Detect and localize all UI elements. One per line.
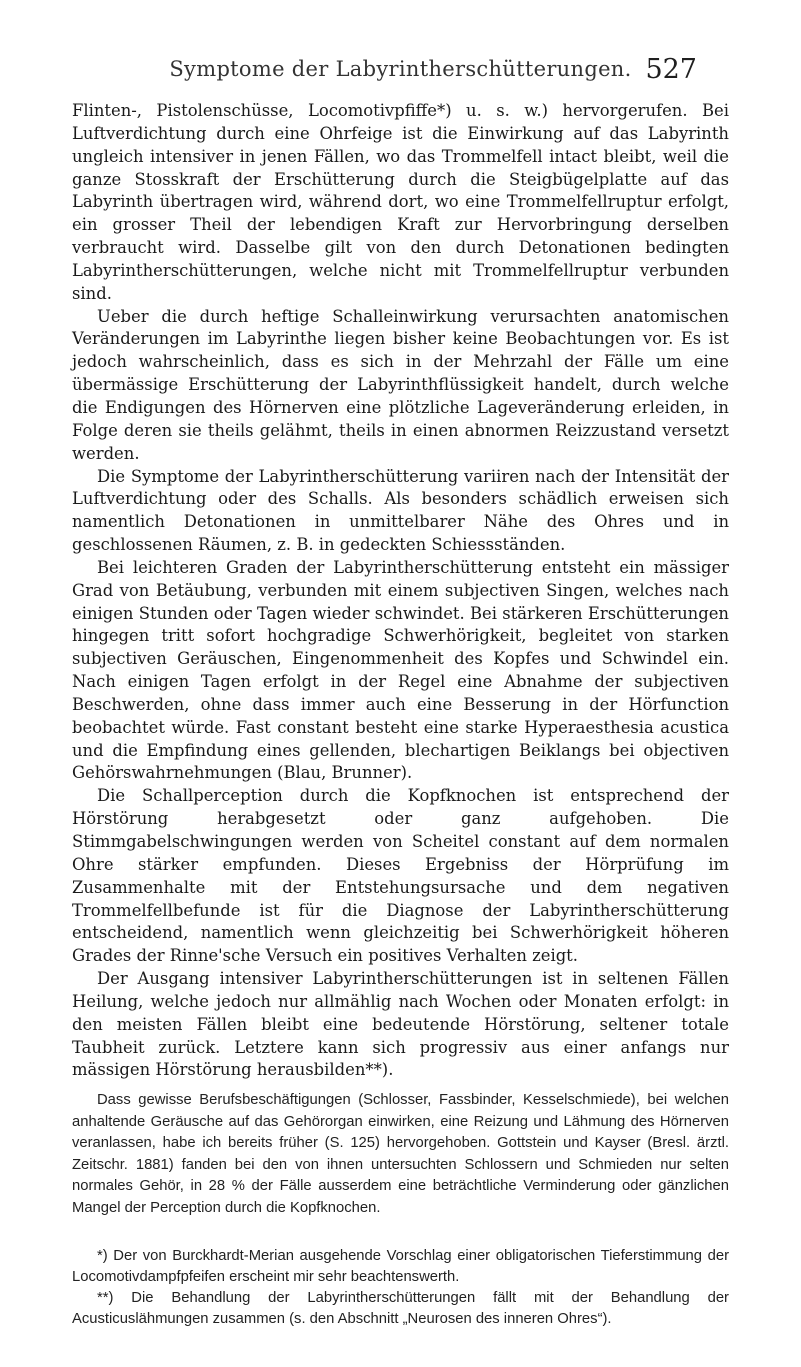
small-paragraph: Dass gewisse Berufsbeschäftigungen (Schlosser, Fassbinder, Kesselschmiede), bei welchen anhaltende Geräusche auf das Gehörorgan einwirken, eine Reizung und Lähmung des Hörnerven veranlassen, habe ich bereits früher (S. 125) hervorgehoben. Gottstein und Kayser (Bresl. ärztl. Zeitschr. 1881) fanden bei den von ihnen untersuchten Schlossern und Schmieden nur selten normales Gehör, in 28 % der Fälle ausserdem eine beträchtliche Verminderung oder gänzlichen Mangel der Perception durch die Kopfknochen. [72,1092,729,1216]
running-title: Symptome der Labyrintherschütterungen. [169,57,632,81]
footnotes [72,1246,729,1330]
paragraph: Die Schallperception durch die Kopfknochen ist entsprechend der Hörstörung herabgesetzt oder ganz aufgehoben. Die Stimmgabelschwingungen werden von Scheitel constant auf dem normalen Ohre stärker empfunden. Dieses Ergebniss der Hörprüfung im Zusammenhalte mit der Entstehungsursache und dem negativen Trommelfellbefunde ist für die Diagnose der Labyrintherschütterung entscheidend, namentlich wenn gleichzeitig bei Schwerhörigkeit höheren Grades der Rinne'sche Versuch ein positives Verhalten zeigt. [72,786,729,966]
footnote: **) Die Behandlung der Labyrintherschütterungen fällt mit der Behandlung der Acusticuslähmungen zusammen (s. den Abschnitt „Neurosen des inneren Ohres“). [72,1290,729,1327]
main-text [72,100,729,1082]
page-number: 527 [645,54,697,85]
paragraph: Ueber die durch heftige Schalleinwirkung verursachten anatomischen Veränderungen im Labyrinthe liegen bisher keine Beobachtungen vor. Es ist jedoch wahrscheinlich, dass es sich in der Mehrzahl der Fälle um eine übermässige Erschütterung der Labyrinthflüssigkeit handelt, durch welche die Endigungen des Hörnerven eine plötzliche Lageveränderung erleiden, in Folge deren sie theils gelähmt, theils in einen abnormen Reizzustand versetzt werden. [72,306,729,463]
paragraph: Die Symptome der Labyrintherschütterung variiren nach der Intensität der Luftverdichtung oder des Schalls. Als besonders schädlich erweisen sich namentlich Detonationen in unmittelbarer Nähe des Ohres und in geschlossenen Räumen, z. B. in gedeckten Schiessständen. [72,466,729,555]
small-print-note [72,1090,729,1219]
page-header [0,0,801,100]
paragraph: Bei leichteren Graden der Labyrintherschütterung entsteht ein mässiger Grad von Betäubung, verbunden mit einem subjectiven Singen, welches nach einigen Stunden oder Tagen wieder schwindet. Bei stärkeren Erschütterungen hingegen tritt sofort hochgradige Schwerhörigkeit, begleitet von starken subjectiven Geräuschen, Eingenommenheit des Kopfes und Schwindel ein. Nach einigen Tagen erfolgt in der Regel eine Abnahme der subjectiven Beschwerden, ohne dass immer auch eine Besserung in der Hörfunction beobachtet würde. Fast constant besteht eine starke Hyperaesthesia acustica und die Empfindung eines gellenden, blechartigen Beiklangs bei objectiven Gehörswahrnehmungen (Blau, Brunner). [72,557,729,783]
footnote: *) Der von Burckhardt-Merian ausgehende Vorschlag einer obligatorischen Tieferstimmung der Locomotivdampfpfeifen erscheint mir sehr beachtenswerth. [72,1248,729,1285]
paragraph: Flinten-, Pistolenschüsse, Locomotivpfiffe*) u. s. w.) hervorgerufen. Bei Luftverdichtung durch eine Ohrfeige ist die Einwirkung auf das Labyrinth ungleich intensiver in jenen Fällen, wo das Trommelfell intact bleibt, weil die ganze Stosskraft der Erschütterung durch die Steigbügelplatte auf das Labyrinth übertragen wird, während dort, wo eine Trommelfellruptur erfolgt, ein grosser Theil der lebendigen Kraft zur Hervorbringung derselben verbraucht wird. Dasselbe gilt von den durch Detonationen bedingten Labyrintherschütterungen, welche nicht mit Trommelfellruptur verbunden sind. [72,101,729,303]
paragraph: Der Ausgang intensiver Labyrintherschütterungen ist in seltenen Fällen Heilung, welche jedoch nur allmählig nach Wochen oder Monaten erfolgt: in den meisten Fällen bleibt eine bedeutende Hörstörung, seltener totale Taubheit zurück. Letztere kann sich progressiv aus einer anfangs nur mässigen Hörstörung herausbilden**). [72,969,729,1080]
